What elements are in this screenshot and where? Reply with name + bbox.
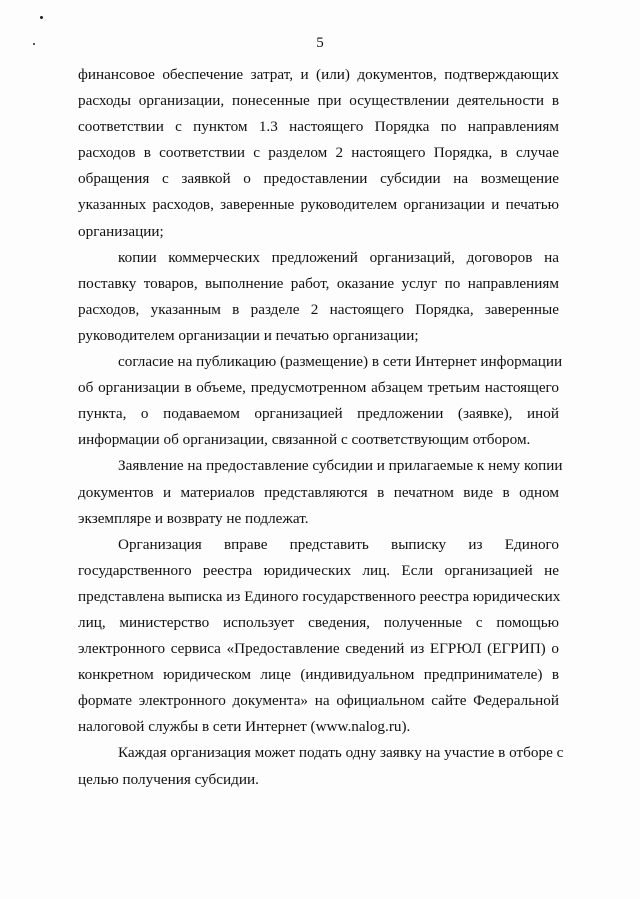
text-line: документов и материалов представляются в печатном виде в одном <box>78 483 559 501</box>
text-line: расходы организации, понесенные при осуществлении деятельности в <box>78 92 559 110</box>
text-line: расходов в соответствии с разделом 2 настоящего Порядка, в случае <box>78 144 559 162</box>
paragraph <box>78 62 559 245</box>
document-body <box>78 62 564 793</box>
text-line: копии коммерческих предложений организаций, договоров на <box>118 248 559 266</box>
paragraph <box>78 453 563 531</box>
paragraph <box>78 245 559 349</box>
text-line: соответствии с пунктом 1.3 настоящего Порядка по направлениям <box>78 118 559 136</box>
text-line: электронного сервиса «Предоставление сведений из ЕГРЮЛ (ЕГРИП) о <box>78 640 559 658</box>
text-line: формате электронного документа» на официальном сайте Федеральной <box>78 692 559 710</box>
text-line: об организации в объеме, предусмотренном абзацем третьим настоящего <box>78 379 559 397</box>
text-line: представлена выписка из Единого государственного реестра юридических <box>78 587 561 605</box>
text-line: целью получения субсидии. <box>78 770 259 788</box>
text-line: финансовое обеспечение затрат, и (или) документов, подтверждающих <box>78 66 559 83</box>
text-line: руководителем организации и печатью организации; <box>78 326 419 344</box>
text-line: государственного реестра юридических лиц. Если организацией не <box>78 561 559 579</box>
text-line: Организация вправе представить выписку из Единого <box>118 535 559 553</box>
text-line: лиц, министерство использует сведения, полученные с помощью <box>78 613 559 631</box>
page-number: 5 <box>316 35 324 51</box>
scan-speck <box>40 16 43 19</box>
text-line: налоговой службы в сети Интернет (www.nalog.ru). <box>78 718 411 736</box>
text-line: указанных расходов, заверенные руководителем организации и печатью <box>78 196 559 214</box>
text-line: информации об организации, связанной с соответствующим отбором. <box>78 431 531 449</box>
text-line: экземпляре и возврату не подлежат. <box>78 509 309 527</box>
text-line: Каждая организация может подать одну заявку на участие в отборе с <box>118 744 564 762</box>
text-line: обращения с заявкой о предоставлении субсидии на возмещение <box>78 170 559 188</box>
text-line: конкретном юридическом лице (индивидуальном предпринимателе) в <box>78 666 559 684</box>
text-line: поставку товаров, выполнение работ, оказание услуг по направлениям <box>78 274 559 292</box>
text-line: расходов, указанным в разделе 2 настоящего Порядка, заверенные <box>78 300 559 318</box>
text-line: Заявление на предоставление субсидии и прилагаемые к нему копии <box>118 457 563 475</box>
paragraph <box>78 532 559 741</box>
text-line: пункта, о подаваемом организацией предложении (заявке), иной <box>78 405 559 423</box>
paragraph <box>78 349 563 453</box>
text-line: организации; <box>78 222 164 240</box>
text-line: согласие на публикацию (размещение) в сети Интернет информации <box>118 353 563 371</box>
paragraph <box>78 740 564 792</box>
